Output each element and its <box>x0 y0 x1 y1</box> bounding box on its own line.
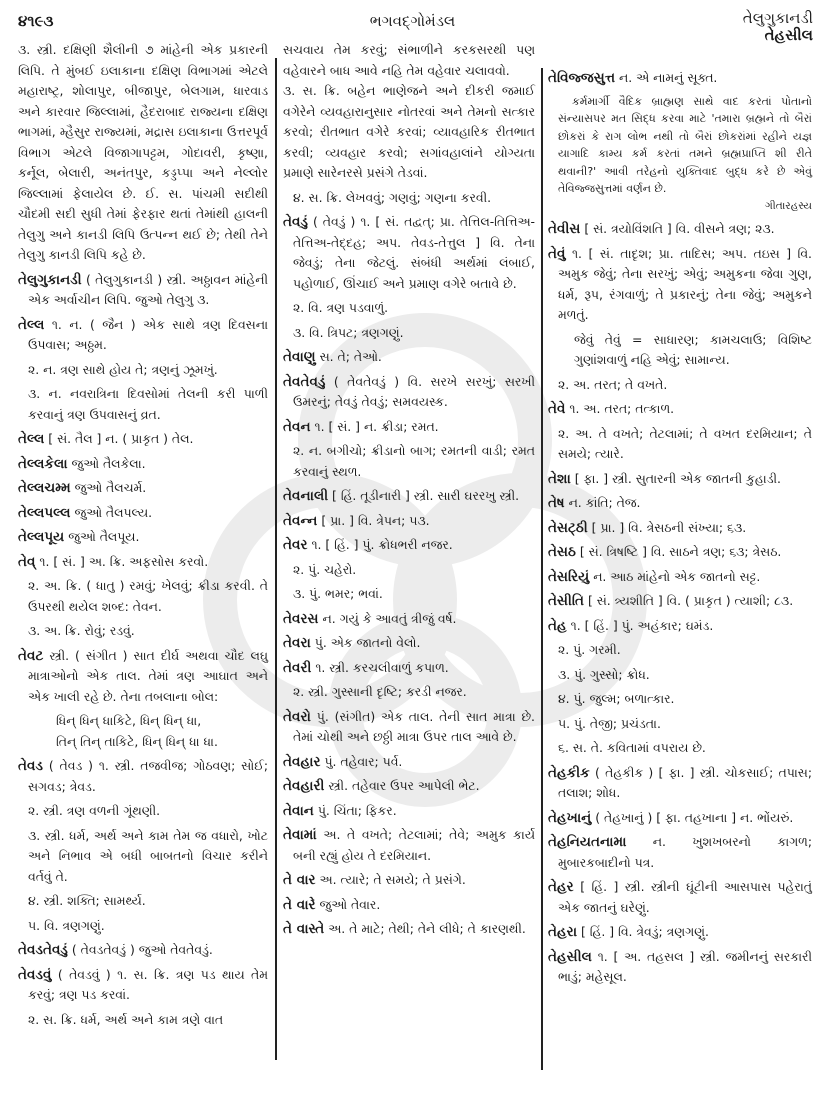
page-number: ૪૧૯૩ <box>18 12 54 30</box>
headword: તેલ્લ <box>18 431 45 447</box>
headword: તેવાણુ <box>283 349 316 365</box>
dictionary-entry <box>18 965 268 1006</box>
column-divider <box>275 58 277 1060</box>
headword: તેહકીક <box>548 764 590 781</box>
definition: ( તેહકીક ) [ ફા. ] સ્ત્રી. ચોકસાઈ; તપાસ; તલાશ; શોધ. <box>558 764 812 800</box>
headword: તેસટ્ઠી <box>548 519 588 536</box>
dictionary-entry <box>18 478 268 499</box>
dictionary-entry <box>18 315 268 356</box>
headword: તેલ્લચમ્મ <box>18 480 71 496</box>
sense: ૫. પું. તેજી; પ્રચંડતા. <box>558 715 661 731</box>
headword: તેવરસ <box>283 610 319 627</box>
dictionary-entry <box>548 877 812 918</box>
guide-words <box>743 10 813 44</box>
headword: તેસરિયું <box>548 568 590 585</box>
definition: ન. એ નામનું સૂક્ત. <box>615 70 718 85</box>
sense: ૪. પું. જુલ્મ; બળાત્કાર. <box>558 691 675 706</box>
headword: તેવર <box>283 537 308 553</box>
entry-continuation: સચવાય તેમ કરવું; સંભાળીને કરકસરથી પણ વહેવારને બાધ આવે નહિ તેમ વહેવાર ચલાવવો. <box>283 42 535 78</box>
dictionary-entry <box>283 212 535 294</box>
guide-word-last: તેહસીલ <box>764 26 813 44</box>
definition: ન. ગયું કે આવતું ત્રીજું વર્ષ. <box>318 610 457 626</box>
headword: તેવનાલી <box>283 488 329 504</box>
definition: ૧. [ સં. ] અ. ક્રિ. અફસોસ કરવો. <box>35 553 209 569</box>
definition: ( તેવડતેવડું ) જુઓ તેવતેવડું. <box>67 942 213 957</box>
definition: જુઓ તૈલચર્મ. <box>70 480 147 495</box>
dictionary-entry <box>283 895 535 916</box>
definition: જુઓ તૈલકેલા. <box>67 455 146 471</box>
dictionary-entry <box>283 919 535 940</box>
definition: ૧. અ. તરત; તત્કાળ. <box>565 401 675 416</box>
definition: [ હિં. ] વિ. ત્રેવડું; ત્રણગણું. <box>577 924 709 939</box>
headword: તેવતેવડું <box>283 373 326 390</box>
definition: ન. આઠ માંહેનો એક જાતનો સટ્ટ. <box>589 568 761 584</box>
headword: તેવડવું <box>18 966 52 983</box>
guide-word-first: તેલુગુકાનડી <box>742 9 813 27</box>
definition: [ સં. ત્રયોવિંશતિ ] વિ. વીસને ત્રણ; ૨૩. <box>580 221 775 236</box>
headword: તેહર <box>548 879 574 895</box>
entry-continuation: ૩. સ્ત્રી. દક્ષિણી શૈલીની ૭ માંહેની એક પ્રકારની લિપિ. તે મુંબઈ ઇલાકાના દક્ષિણ વિભાગમાં એટલે મહારાષ્ટ્ર, શોલાપુર, બીજાપુર, બેલગામ, ધારવાડ અને કારવાર જિલ્લામાં, હૈદરાબાદ રાજ્યના દક્ષિણ ભાગમાં, મ્હૈસુર રાજ્યમાં, મદ્રાસ ઇલાકાના ઉત્તરપૂર્વ વિભાગ એટલે વિજાગાપટ્ટમ, ગોદાવરી, કૃષ્ણા, કર્નૂલ, બેલારી, અનંતપુર, કડ્ડપ્પા અને નેલ્લોર જિલ્લામાં ફેલાયેલ છે. ઈ. સ. પાંચમી સદીથી ચૌદમી સદી સુધી તેમાં ફેરફાર થતાં તેમાંથી હાલની તેલુગુ અને કાનડી લિપિ ઉત્પન્ન થઈ છે; તેથી તેને તેલુગુ કાનડી લિપિ કહે છે. <box>18 42 268 262</box>
definition: ( તેવડ ) ૧. સ્ત્રી. તજવીજ; ગોઠવણ; સોઈ; સગવડ; ત્રેવડ. <box>28 758 268 794</box>
definition: [ સં. તૈલ ] ન. ( પ્રાકૃત ) તેલ. <box>44 431 194 446</box>
definition: [ સં. ત્રિષષ્ટિ ] વિ. સાઠને ત્રણ; ૬૩; ત્રેસઠ. <box>575 544 782 559</box>
headword: તેવડ <box>18 758 43 774</box>
sense: ૨. પું. ગરમી. <box>558 642 621 657</box>
dictionary-entry <box>548 493 812 514</box>
dictionary-entry <box>548 763 812 804</box>
dictionary-entry <box>283 372 535 413</box>
headword: તેવટ <box>18 647 44 664</box>
headword: તેવરી <box>283 659 312 676</box>
dictionary-entry <box>548 922 812 943</box>
sense: ૨. સ્ત્રી. ત્રણ વળની ગૂંથણી. <box>28 803 161 818</box>
headword: તેલ્લકેલા <box>18 455 68 472</box>
definition: ૧. [ હિં. ] પું. અહંકાર; ઘમંડ. <box>566 617 714 633</box>
dictionary-entry <box>18 270 268 311</box>
headword: તેવડું <box>283 214 308 230</box>
sense: ૩. પું. ભમર; ભવાં. <box>293 586 383 601</box>
definition: ૧. [ સં. તાદૃશ; પ્રા. તાદિસ; અપ. તઇસ ] વિ. અમુક જેવું; તેના સરખું; એવું; અમુકના જેવા ગુણ, ધર્મ, રૂપ, રંગવાળું; તે પ્રકારનું; તેના જેવું; અમુકને મળતું. <box>558 245 812 322</box>
dictionary-entry <box>18 429 268 450</box>
definition: ( તેવડું ) ૧. [ સં. તદ્વત્; પ્રા. તેત્તિલ-તિત્તિઅ-તેત્તિઅ-તેદ્દહ; અપ. તેવડ-તેત્તુલ ] વિ. તેના જેવડું; તેના જેટલું. સંબંધી અર્થમાં લંબાઈ, પહોળાઈ, ઊંચાઈ અને પ્રમાણ વગેરે બતાવે છે. <box>293 214 535 291</box>
sense: ૩. સ્ત્રી. ધર્મ, અર્થ અને કામ તેમ જ વધારો, ખોટ અને નિભાવ એ બધી બાબતનો વિચાર કરીને વર્તવું તે. <box>28 827 268 884</box>
rhythm-verse: તિન્ તિન્ તાકિટે, ધિન્ ધિન્ ધા ધા. <box>56 733 218 749</box>
dictionary-entry <box>283 658 535 679</box>
dictionary-entry <box>548 808 812 829</box>
dictionary-entry <box>548 591 812 612</box>
headword: તેષ <box>548 495 565 511</box>
dictionary-entry <box>283 633 535 654</box>
sense: ૨. ન. બગીચો; ક્રીડાનો બાગ; રમતની વાડી; રમત કરવાનું સ્થળ. <box>293 443 535 479</box>
headword: તેવરા <box>283 635 311 651</box>
headword: તેવાન <box>283 802 314 819</box>
definition: જુઓ તૈલપૂય. <box>64 529 140 544</box>
dictionary-entry <box>283 776 535 797</box>
definition: અ. તે વખતે; તેટલામાં; તેવે; અમુક કાર્ય બની રહ્યું હોય તે દરમિયાન. <box>293 827 535 863</box>
sense: ૪. સ. ક્રિ. લેખવવું; ગણવું; ગણના કરવી. <box>293 189 492 205</box>
definition: ૧. સ્ત્રી. કરચલીવાળું કપાળ. <box>311 659 449 675</box>
dictionary-entry <box>283 511 535 532</box>
sense: ૬. સ. તે. કવિતામાં વપરાય છે. <box>558 740 706 755</box>
headword: તેવન્ન <box>283 512 318 529</box>
definition: પું. એક જાતનો વેલો. <box>310 635 421 650</box>
definition: જુઓ તૈલપલ્ય. <box>70 504 153 520</box>
phrase: જેવું તેવું = સાધારણ; કામચલાઉ; વિશિષ્ટ ગુણાંશવાળું નહિ એવું; સામાન્ય. <box>574 331 812 367</box>
definition: સ્ત્રી. ( સંગીત ) સાત દીર્ઘ અથવા ચૌદ લઘુ માત્રાઓનો એક તાલ. તેમાં ત્રણ આઘાત અને એક ખાલી રહે છે. તેના તબલાના બોલ: <box>28 647 268 704</box>
dictionary-entry <box>283 707 535 748</box>
headword: તેવરો <box>283 708 311 725</box>
headword: તેહ <box>548 617 567 634</box>
headword: તેવું <box>548 245 566 262</box>
definition: સ. તે; તેઓ. <box>315 349 382 364</box>
column-3 <box>548 68 812 1064</box>
definition: [ પ્રા. ] વિ. ત્રેપન; ૫૩. <box>317 512 430 528</box>
definition: ૧. ન. ( જૈન ) એક સાથે ત્રણ દિવસના ઉપવાસ; અઠ્ઠમ. <box>28 316 268 352</box>
dictionary-entry <box>18 646 268 708</box>
sense: ૨. સ. ક્રિ. ધર્મ, અર્થ અને કામ ત્રણે વાત <box>28 1011 224 1027</box>
sense: ૨. અ. તરત; તે વખતે. <box>558 376 668 392</box>
headword: તેવહાર <box>283 753 321 770</box>
sense: ૪. સ્ત્રી. શક્તિ; સામર્થ્ય. <box>28 893 146 908</box>
definition: પું. તહેવાર; પર્વ. <box>320 753 403 769</box>
headword: તેસઠ <box>548 544 576 560</box>
sense: ૩. સ. ક્રિ. બહેન ભાણેજને અને દીકરી જમાઈ વગેરેને વ્યવહારાનુસાર નોતરવાં અને તેમનો સત્કાર કરવો; રીતભાત વગેરે કરવાં; વ્યાવહારિક રીતભાત કરવી; વ્યવહાર કરવો; સગાંવહાલાંને યોગ્યતા પ્રમાણે સારેનરસે પ્રસંગે તેડવાં. <box>283 83 535 180</box>
dictionary-entry <box>548 832 812 873</box>
rhythm-verse: ધિન્ ધિન્ ધાકિટે, ધિન્ ધિન્ ધા, <box>56 713 202 728</box>
dictionary-entry <box>18 527 268 548</box>
column-1 <box>18 40 268 1064</box>
dictionary-entry <box>283 870 535 891</box>
dictionary-entry <box>18 756 268 797</box>
headword: તેસીતિ <box>548 593 584 609</box>
definition: ૧. [ અ. તહસલ ] સ્ત્રી. જમીનનું સરકારી ભાડું; મહેસૂલ. <box>558 948 812 984</box>
sense: ૨. સ્ત્રી. ગુસ્સાની દૃષ્ટિ; કરડી નજર. <box>293 684 467 699</box>
headword: તેહખાનું <box>548 809 592 826</box>
headword: તેશા <box>548 470 571 487</box>
dictionary-entry <box>548 219 812 240</box>
definition: ન. ખુશખબરનો કાગળ; મુબારકબાદીનો પત્ર. <box>558 834 812 870</box>
sense: ૨. પું. ચહેરો. <box>293 561 357 577</box>
headword: તેહનિયતનામા <box>548 834 627 850</box>
sense: ૩. વિ. ત્રિપટ; ત્રણગણું. <box>293 324 404 340</box>
definition: ( તેવતેવડું ) વિ. સરખે સરખું; સરખી ઉમરનું; તેવડું તેવડું; સમવયસ્ક. <box>293 373 535 409</box>
definition: ( તેલુગુકાનડી ) સ્ત્રી. અઠ્ઠાવન માંહેની એક અર્વાચીન લિપિ. જુઓ તેલુગુ ૩. <box>28 271 268 307</box>
definition: ( તેવડવું ) ૧. સ. ક્રિ. ત્રણ પડ થાય તેમ કરવું; ત્રણ પડ કરવાં. <box>28 966 268 1002</box>
definition: ન. કાંતિ; તેજ. <box>564 495 641 510</box>
headword: તેવડતેવડું <box>18 942 68 958</box>
dictionary-entry <box>548 399 812 420</box>
dictionary-entry <box>548 567 812 588</box>
quotation-text: કર્મમાર્ગી વૈદિક બ્રાહ્મણ સાથે વાદ કરતાં પોતાનો સંન્યાસપર મત સિદ્ધ કરવા માટે 'તમારા બ્રહ્મને તો બૈરાં છોકરાં કે રાગ લોભ નથી તો બૈરાં છોકરાંમાં રહીને યજ્ઞ યાગાદિ કામ્ય કર્મ કરતાં તમને બ્રહ્મપ્રાપ્તિ શી રીતે થવાની?' આવી તરેહનો યુક્તિવાદ બુદ્ધ કરે છે એવું તેવિજ્જસુત્તમાં વર્ણન છે. <box>558 94 812 195</box>
sense: ૨. અ. ક્રિ. ( ધાતુ ) રમવું; ખેલવું; ક્રીડા કરવી. તે ઉપરથી થયેલ શબ્દ: તેવન. <box>28 578 268 614</box>
dictionary-entry <box>283 609 535 630</box>
dictionary-entry <box>548 518 812 539</box>
dictionary-entry <box>283 347 535 368</box>
headword: તેવે <box>548 401 566 417</box>
dictionary-entry <box>18 552 268 573</box>
sense: ૫. વિ. ત્રણગણું. <box>28 917 105 933</box>
sense: ૩. ન. નવરાત્રિના દિવસોમાં તેલની કરી પાળી કરવાનું ત્રણ ઉપવાસનું વ્રત. <box>28 386 268 422</box>
definition: ૧. [ સં. ] ન. ક્રીડા; રમત. <box>310 418 439 434</box>
headword: તેલ્લપૂય <box>18 529 65 545</box>
definition: પું. ચિંતા; ફિકર. <box>313 802 397 818</box>
definition: ૧. [ હિં. ] પું. ક્રોધભરી નજર. <box>307 537 453 552</box>
headword: તે વાર <box>283 872 316 888</box>
definition: ( તેહખાનું ) [ ફા. તહખાના ] ન. ભોંયરું. <box>591 809 794 825</box>
sense: ૨. અ. તે વખતે; તેટલામાં; તે વખત દરમિયાન; તે સમયે; ત્યારે. <box>558 425 812 461</box>
headword: તેવહારી <box>283 778 325 794</box>
headword: તેવામાં <box>283 827 317 843</box>
definition: [ હિં. તૂડીનારી ] સ્ત્રી. સારી ઘરરખુ સ્ત્રી. <box>328 488 520 503</box>
sense: ૨. ન. ત્રણ સાથે હોય તે; ત્રણનું ઝૂમખું. <box>28 361 218 377</box>
sense: ૨. વિ. ત્રણ પડવાળું. <box>293 300 389 315</box>
dictionary-entry <box>283 801 535 822</box>
page-header <box>0 0 825 44</box>
dictionary-entry <box>283 535 535 556</box>
definition: પું. (સંગીત) એક તાલ. તેની સાત માત્રા છે. તેમાં ચોથી અને છઠ્ઠી માત્રા ઉપર તાલ આવે છે. <box>293 708 535 744</box>
dictionary-entry <box>548 616 812 637</box>
headword: તેહસીલ <box>548 948 592 965</box>
headword: તેવિજ્જસુત્ત <box>548 70 616 86</box>
quotation-source: ગીતારહસ્ય <box>765 199 812 212</box>
definition: જુઓ તેવાર. <box>315 896 381 912</box>
definition: [ પ્રા. ] વિ. ત્રેસઠની સંખ્યા; ૬૩. <box>587 519 747 535</box>
dictionary-entry <box>548 244 812 326</box>
definition: અ. ત્યારે; તે સમયે; તે પ્રસંગે. <box>315 872 466 887</box>
dictionary-entry <box>18 503 268 524</box>
dictionary-entry <box>548 68 812 89</box>
dictionary-entry <box>548 542 812 563</box>
headword: તેલ્લપલ્લ <box>18 504 71 521</box>
sense: ૩. પું. ગુસ્સો; ક્રોધ. <box>558 666 650 682</box>
headword: તેહરા <box>548 924 578 940</box>
column-2 <box>283 40 535 1064</box>
headword: તે વારે <box>283 896 316 913</box>
dictionary-entry <box>18 454 268 475</box>
definition: સ્ત્રી. તહેવાર ઉપર આપેલી ભેટ. <box>324 778 480 793</box>
dictionary-entry <box>283 486 535 507</box>
column-divider <box>541 68 543 1070</box>
dictionary-entry <box>283 825 535 866</box>
headword: તેલુગુકાનડી <box>18 271 82 288</box>
running-title: ભગવદ્ગોમંડલ <box>369 12 456 30</box>
headword: તેવ્ <box>18 553 36 570</box>
sense: ૩. અ. ક્રિ. રોવું; રડવું. <box>28 623 135 638</box>
headword: તેવીસ <box>548 221 581 237</box>
headword: તે વાસ્તે <box>283 921 325 937</box>
dictionary-entry <box>283 752 535 773</box>
definition: [ ફા. ] સ્ત્રી. સુતારની એક જાતની કુહાડી. <box>570 470 781 486</box>
definition: અ. તે માટે; તેથી; તેને લીધે; તે કારણથી. <box>324 921 526 936</box>
dictionary-entry <box>18 940 268 961</box>
dictionary-entry <box>548 469 812 490</box>
headword: તેલ્લ <box>18 316 45 333</box>
headword: તેવન <box>283 418 311 435</box>
definition: [ સં. ત્ર્યશીતિ ] વિ. ( પ્રાકૃત ) ત્યાશી; ૮૩. <box>584 593 794 608</box>
quotation <box>548 93 812 216</box>
dictionary-entry <box>548 947 812 988</box>
definition: [ હિં. ] સ્ત્રી. સ્ત્રીની ઘૂંટીની આસપાસ પહેરાતું એક જાતનું ઘરેણું. <box>558 879 812 915</box>
dictionary-entry <box>283 417 535 438</box>
